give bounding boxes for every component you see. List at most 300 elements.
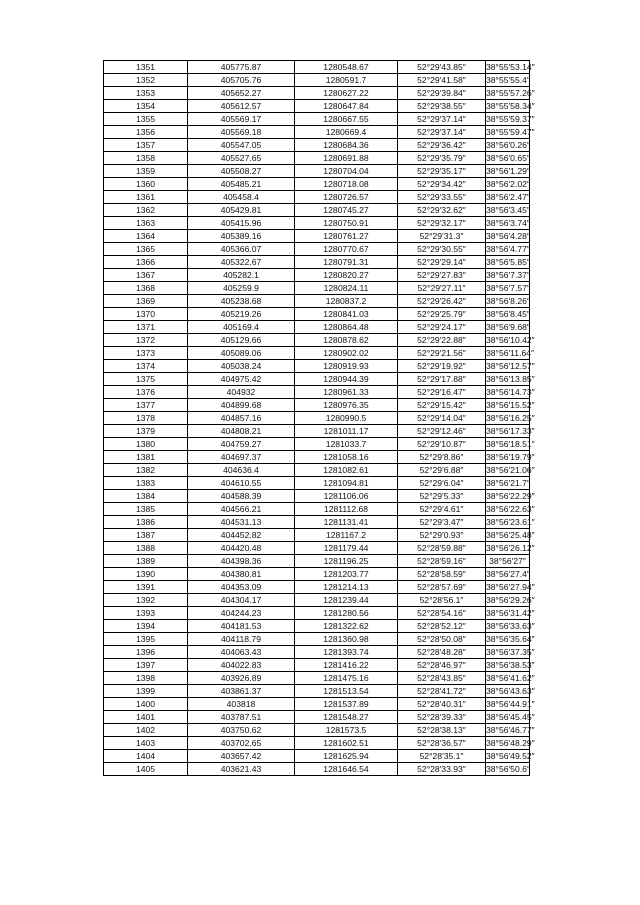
- x-coordinate-cell: 404380.81: [188, 568, 295, 581]
- longitude-cell: 38°56′4.77″: [486, 244, 530, 254]
- point-number-cell: 1352: [104, 74, 188, 87]
- point-number-cell: 1396: [104, 646, 188, 659]
- latitude-cell: 52°29′29.14″: [398, 256, 486, 269]
- y-coordinate-cell: 1280750.91: [295, 217, 398, 230]
- point-number-cell: 1360: [104, 178, 188, 191]
- longitude-cell: 38°56′10.42″: [486, 335, 535, 345]
- table-row: [104, 646, 530, 659]
- x-coordinate-cell: 405547.05: [188, 139, 295, 152]
- latitude-cell: 52°28′52.12″: [398, 620, 486, 633]
- table-row: [104, 100, 530, 113]
- y-coordinate-cell: 1280878.62: [295, 334, 398, 347]
- y-coordinate-cell: 1280837.2: [295, 295, 398, 308]
- x-coordinate-cell: 405508.27: [188, 165, 295, 178]
- longitude-cell: 38°56′44.91″: [486, 699, 535, 709]
- x-coordinate-cell: 405169.4: [188, 321, 295, 334]
- x-coordinate-cell: 404975.42: [188, 373, 295, 386]
- latitude-cell: 52°28′43.85″: [398, 672, 486, 685]
- latitude-cell: 52°29′14.04″: [398, 412, 486, 425]
- x-coordinate-cell: 405259.9: [188, 282, 295, 295]
- x-coordinate-cell: 405569.18: [188, 126, 295, 139]
- point-number-cell: 1387: [104, 529, 188, 542]
- latitude-cell: 52°29′5.33″: [398, 490, 486, 503]
- longitude-cell: 38°55′53.14″: [486, 62, 535, 72]
- table-row: [104, 750, 530, 763]
- x-coordinate-cell: 404808.21: [188, 425, 295, 438]
- latitude-cell: 52°29′27.83″: [398, 269, 486, 282]
- longitude-cell: 38°56′4.28″: [486, 231, 530, 241]
- x-coordinate-cell: 404353.09: [188, 581, 295, 594]
- longitude-cell: 38°56′22.63″: [486, 504, 535, 514]
- point-number-cell: 1356: [104, 126, 188, 139]
- longitude-cell: 38°56′27.94″: [486, 582, 535, 592]
- table-row: [104, 308, 530, 321]
- longitude-cell: 38°56′27″: [486, 555, 530, 568]
- x-coordinate-cell: 403657.42: [188, 750, 295, 763]
- longitude-cell: 38°55′59.37″: [486, 114, 535, 124]
- y-coordinate-cell: 1280841.03: [295, 308, 398, 321]
- longitude-cell: 38°56′29.26″: [486, 595, 535, 605]
- longitude-cell: 38°56′7.57″: [486, 283, 530, 293]
- y-coordinate-cell: 1280667.55: [295, 113, 398, 126]
- table-row: [104, 633, 530, 646]
- point-number-cell: 1371: [104, 321, 188, 334]
- table-row: [104, 724, 530, 737]
- longitude-cell: 38°56′8.45″: [486, 309, 530, 319]
- latitude-cell: 52°28′46.97″: [398, 659, 486, 672]
- longitude-cell: 38°56′23.61″: [486, 517, 535, 527]
- point-number-cell: 1389: [104, 555, 188, 568]
- longitude-cell: 38°56′37.35″: [486, 647, 535, 657]
- x-coordinate-cell: 403818: [188, 698, 295, 711]
- point-number-cell: 1398: [104, 672, 188, 685]
- longitude-cell: 38°56′1.29″: [486, 166, 530, 176]
- latitude-cell: 52°28′33.93″: [398, 763, 486, 776]
- x-coordinate-cell: 403861.37: [188, 685, 295, 698]
- latitude-cell: 52°29′38.55″: [398, 100, 486, 113]
- x-coordinate-cell: 404531.13: [188, 516, 295, 529]
- latitude-cell: 52°29′22.88″: [398, 334, 486, 347]
- x-coordinate-cell: 403750.62: [188, 724, 295, 737]
- latitude-cell: 52°29′16.47″: [398, 386, 486, 399]
- point-number-cell: 1394: [104, 620, 188, 633]
- y-coordinate-cell: 1281416.22: [295, 659, 398, 672]
- point-number-cell: 1354: [104, 100, 188, 113]
- y-coordinate-cell: 1281393.74: [295, 646, 398, 659]
- table-row: [104, 204, 530, 217]
- x-coordinate-cell: 404181.53: [188, 620, 295, 633]
- point-number-cell: 1358: [104, 152, 188, 165]
- longitude-cell: 38°56′38.53″: [486, 660, 535, 670]
- point-number-cell: 1385: [104, 503, 188, 516]
- longitude-cell: 38°56′9.68″: [486, 322, 530, 332]
- table-row: [104, 61, 530, 74]
- table-row: [104, 139, 530, 152]
- table-row: [104, 399, 530, 412]
- y-coordinate-cell: 1280548.67: [295, 61, 398, 74]
- y-coordinate-cell: 1281360.98: [295, 633, 398, 646]
- y-coordinate-cell: 1280647.84: [295, 100, 398, 113]
- point-number-cell: 1402: [104, 724, 188, 737]
- latitude-cell: 52°28′36.57″: [398, 737, 486, 750]
- y-coordinate-cell: 1281131.41: [295, 516, 398, 529]
- latitude-cell: 52°28′50.08″: [398, 633, 486, 646]
- latitude-cell: 52°29′35.79″: [398, 152, 486, 165]
- x-coordinate-cell: 405429.81: [188, 204, 295, 217]
- x-coordinate-cell: 405389.16: [188, 230, 295, 243]
- point-number-cell: 1397: [104, 659, 188, 672]
- x-coordinate-cell: 404398.36: [188, 555, 295, 568]
- point-number-cell: 1370: [104, 308, 188, 321]
- x-coordinate-cell: 404610.55: [188, 477, 295, 490]
- y-coordinate-cell: 1281196.25: [295, 555, 398, 568]
- table-row: [104, 594, 530, 607]
- point-number-cell: 1388: [104, 542, 188, 555]
- x-coordinate-cell: 405652.27: [188, 87, 295, 100]
- y-coordinate-cell: 1280684.36: [295, 139, 398, 152]
- table-row: [104, 659, 530, 672]
- latitude-cell: 52°28′58.59″: [398, 568, 486, 581]
- table-row: [104, 113, 530, 126]
- x-coordinate-cell: 404636.4: [188, 464, 295, 477]
- y-coordinate-cell: 1280627.22: [295, 87, 398, 100]
- x-coordinate-cell: 403621.43: [188, 763, 295, 776]
- x-coordinate-cell: 403926.89: [188, 672, 295, 685]
- longitude-cell: 38°55′57.26″: [486, 88, 535, 98]
- table-row: [104, 360, 530, 373]
- longitude-cell: 38°56′22.29″: [486, 491, 535, 501]
- point-number-cell: 1391: [104, 581, 188, 594]
- latitude-cell: 52°29′39.84″: [398, 87, 486, 100]
- y-coordinate-cell: 1280704.04: [295, 165, 398, 178]
- y-coordinate-cell: 1281239.44: [295, 594, 398, 607]
- latitude-cell: 52°29′8.86″: [398, 451, 486, 464]
- latitude-cell: 52°29′32.17″: [398, 217, 486, 230]
- y-coordinate-cell: 1281475.16: [295, 672, 398, 685]
- table-row: [104, 373, 530, 386]
- point-number-cell: 1400: [104, 698, 188, 711]
- x-coordinate-cell: 404452.82: [188, 529, 295, 542]
- y-coordinate-cell: 1280919.93: [295, 360, 398, 373]
- table-row: [104, 412, 530, 425]
- table-row: [104, 269, 530, 282]
- x-coordinate-cell: 405485.21: [188, 178, 295, 191]
- x-coordinate-cell: 405569.17: [188, 113, 295, 126]
- longitude-cell: 38°56′50.6″: [486, 764, 530, 774]
- point-number-cell: 1375: [104, 373, 188, 386]
- x-coordinate-cell: 404566.21: [188, 503, 295, 516]
- latitude-cell: 52°28′56.1″: [398, 594, 486, 607]
- longitude-cell: 38°56′21.06″: [486, 465, 535, 475]
- table-row: [104, 737, 530, 750]
- table-row: [104, 568, 530, 581]
- longitude-cell: 38°55′58.34″: [486, 101, 535, 111]
- latitude-cell: 52°29′3.47″: [398, 516, 486, 529]
- y-coordinate-cell: 1281625.94: [295, 750, 398, 763]
- latitude-cell: 52°28′57.69″: [398, 581, 486, 594]
- latitude-cell: 52°28′35.1″: [398, 750, 486, 763]
- table-row: [104, 282, 530, 295]
- y-coordinate-cell: 1281033.7: [295, 438, 398, 451]
- latitude-cell: 52°29′32.62″: [398, 204, 486, 217]
- point-number-cell: 1393: [104, 607, 188, 620]
- table-row: [104, 178, 530, 191]
- y-coordinate-cell: 1280990.5: [295, 412, 398, 425]
- point-number-cell: 1386: [104, 516, 188, 529]
- point-number-cell: 1366: [104, 256, 188, 269]
- latitude-cell: 52°29′25.79″: [398, 308, 486, 321]
- y-coordinate-cell: 1281513.54: [295, 685, 398, 698]
- x-coordinate-cell: 405089.06: [188, 347, 295, 360]
- longitude-cell: 38°56′41.62″: [486, 673, 535, 683]
- point-number-cell: 1372: [104, 334, 188, 347]
- y-coordinate-cell: 1281106.06: [295, 490, 398, 503]
- latitude-cell: 52°28′39.33″: [398, 711, 486, 724]
- x-coordinate-cell: 404899.68: [188, 399, 295, 412]
- y-coordinate-cell: 1280591.7: [295, 74, 398, 87]
- table-row: [104, 230, 530, 243]
- longitude-cell: 38°56′21.7″: [486, 478, 530, 488]
- y-coordinate-cell: 1280902.02: [295, 347, 398, 360]
- point-number-cell: 1405: [104, 763, 188, 776]
- x-coordinate-cell: 405322.67: [188, 256, 295, 269]
- table-row: [104, 334, 530, 347]
- latitude-cell: 52°29′6.04″: [398, 477, 486, 490]
- latitude-cell: 52°29′10.87″: [398, 438, 486, 451]
- point-number-cell: 1404: [104, 750, 188, 763]
- point-number-cell: 1368: [104, 282, 188, 295]
- table-row: [104, 165, 530, 178]
- y-coordinate-cell: 1280718.08: [295, 178, 398, 191]
- latitude-cell: 52°28′59.16″: [398, 555, 486, 568]
- x-coordinate-cell: 404932: [188, 386, 295, 399]
- table-row: [104, 451, 530, 464]
- point-number-cell: 1392: [104, 594, 188, 607]
- table-row: [104, 503, 530, 516]
- latitude-cell: 52°29′21.56″: [398, 347, 486, 360]
- table-row: [104, 555, 530, 568]
- latitude-cell: 52°28′59.88″: [398, 542, 486, 555]
- latitude-cell: 52°28′41.72″: [398, 685, 486, 698]
- table-row: [104, 87, 530, 100]
- y-coordinate-cell: 1280961.33: [295, 386, 398, 399]
- x-coordinate-cell: 405415.96: [188, 217, 295, 230]
- latitude-cell: 52°29′27.11″: [398, 282, 486, 295]
- longitude-cell: 38°55′59.47″: [486, 127, 535, 137]
- longitude-cell: 38°56′3.74″: [486, 218, 530, 228]
- latitude-cell: 52°28′48.28″: [398, 646, 486, 659]
- longitude-cell: 38°56′5.85″: [486, 257, 530, 267]
- x-coordinate-cell: 403702.65: [188, 737, 295, 750]
- x-coordinate-cell: 405129.66: [188, 334, 295, 347]
- point-number-cell: 1363: [104, 217, 188, 230]
- table-row: [104, 295, 530, 308]
- point-number-cell: 1384: [104, 490, 188, 503]
- table-row: [104, 542, 530, 555]
- y-coordinate-cell: 1281646.54: [295, 763, 398, 776]
- point-number-cell: 1381: [104, 451, 188, 464]
- y-coordinate-cell: 1280820.27: [295, 269, 398, 282]
- point-number-cell: 1377: [104, 399, 188, 412]
- longitude-cell: 38°56′48.29″: [486, 738, 535, 748]
- table-row: [104, 698, 530, 711]
- point-number-cell: 1359: [104, 165, 188, 178]
- point-number-cell: 1403: [104, 737, 188, 750]
- latitude-cell: 52°29′19.92″: [398, 360, 486, 373]
- point-number-cell: 1369: [104, 295, 188, 308]
- y-coordinate-cell: 1280770.67: [295, 243, 398, 256]
- x-coordinate-cell: 405705.76: [188, 74, 295, 87]
- longitude-cell: 38°56′35.64″: [486, 634, 535, 644]
- y-coordinate-cell: 1281602.51: [295, 737, 398, 750]
- longitude-cell: 38°56′11.64″: [486, 348, 535, 358]
- latitude-cell: 52°29′37.14″: [398, 113, 486, 126]
- longitude-cell: 38°56′0.26″: [486, 140, 530, 150]
- table-row: [104, 490, 530, 503]
- latitude-cell: 52°28′40.31″: [398, 698, 486, 711]
- point-number-cell: 1390: [104, 568, 188, 581]
- x-coordinate-cell: 404759.27: [188, 438, 295, 451]
- x-coordinate-cell: 404118.79: [188, 633, 295, 646]
- point-number-cell: 1362: [104, 204, 188, 217]
- x-coordinate-cell: 405612.57: [188, 100, 295, 113]
- y-coordinate-cell: 1281214.13: [295, 581, 398, 594]
- x-coordinate-cell: 404588.39: [188, 490, 295, 503]
- point-number-cell: 1379: [104, 425, 188, 438]
- table-row: [104, 763, 530, 776]
- longitude-cell: 38°56′12.57″: [486, 361, 535, 371]
- point-number-cell: 1395: [104, 633, 188, 646]
- longitude-cell: 38°56′45.45″: [486, 712, 535, 722]
- latitude-cell: 52°29′12.46″: [398, 425, 486, 438]
- x-coordinate-cell: 405366.07: [188, 243, 295, 256]
- table-row: [104, 529, 530, 542]
- table-row: [104, 685, 530, 698]
- y-coordinate-cell: 1280691.88: [295, 152, 398, 165]
- point-number-cell: 1401: [104, 711, 188, 724]
- point-number-cell: 1351: [104, 61, 188, 74]
- longitude-cell: 38°56′13.85″: [486, 374, 535, 384]
- y-coordinate-cell: 1280864.48: [295, 321, 398, 334]
- longitude-cell: 38°56′27.4″: [486, 569, 530, 579]
- table-row: [104, 425, 530, 438]
- x-coordinate-cell: 405038.24: [188, 360, 295, 373]
- point-number-cell: 1357: [104, 139, 188, 152]
- table-row: [104, 243, 530, 256]
- latitude-cell: 52°29′35.17″: [398, 165, 486, 178]
- y-coordinate-cell: 1280824.11: [295, 282, 398, 295]
- x-coordinate-cell: 403787.51: [188, 711, 295, 724]
- y-coordinate-cell: 1280669.4: [295, 126, 398, 139]
- latitude-cell: 52°29′17.88″: [398, 373, 486, 386]
- latitude-cell: 52°29′36.42″: [398, 139, 486, 152]
- table-row: [104, 477, 530, 490]
- latitude-cell: 52°29′0.93″: [398, 529, 486, 542]
- table-row: [104, 347, 530, 360]
- longitude-cell: 38°56′19.79″: [486, 452, 535, 462]
- latitude-cell: 52°29′4.61″: [398, 503, 486, 516]
- table-row: [104, 386, 530, 399]
- y-coordinate-cell: 1281094.81: [295, 477, 398, 490]
- latitude-cell: 52°29′34.42″: [398, 178, 486, 191]
- point-number-cell: 1353: [104, 87, 188, 100]
- table-row: [104, 711, 530, 724]
- y-coordinate-cell: 1280944.39: [295, 373, 398, 386]
- point-number-cell: 1399: [104, 685, 188, 698]
- latitude-cell: 52°29′31.3″: [398, 230, 486, 243]
- table-row: [104, 152, 530, 165]
- x-coordinate-cell: 404304.17: [188, 594, 295, 607]
- y-coordinate-cell: 1281280.56: [295, 607, 398, 620]
- y-coordinate-cell: 1281548.27: [295, 711, 398, 724]
- longitude-cell: 38°56′17.33″: [486, 426, 535, 436]
- longitude-cell: 38°56′18.51″: [486, 439, 535, 449]
- longitude-cell: 38°56′2.02″: [486, 179, 530, 189]
- table-row: [104, 620, 530, 633]
- longitude-cell: 38°56′15.52″: [486, 400, 535, 410]
- longitude-cell: 38°56′33.63″: [486, 621, 535, 631]
- x-coordinate-cell: 405219.26: [188, 308, 295, 321]
- y-coordinate-cell: 1281082.61: [295, 464, 398, 477]
- point-number-cell: 1382: [104, 464, 188, 477]
- table-row: [104, 321, 530, 334]
- y-coordinate-cell: 1280761.27: [295, 230, 398, 243]
- table-row: [104, 672, 530, 685]
- table-row: [104, 516, 530, 529]
- latitude-cell: 52°28′38.13″: [398, 724, 486, 737]
- latitude-cell: 52°29′24.17″: [398, 321, 486, 334]
- longitude-cell: 38°56′16.25″: [486, 413, 535, 423]
- point-number-cell: 1376: [104, 386, 188, 399]
- y-coordinate-cell: 1281179.44: [295, 542, 398, 555]
- y-coordinate-cell: 1280791.31: [295, 256, 398, 269]
- longitude-cell: 38°56′49.52″: [486, 751, 535, 761]
- longitude-cell: 38°56′14.73″: [486, 387, 535, 397]
- latitude-cell: 52°29′37.14″: [398, 126, 486, 139]
- x-coordinate-cell: 405282.1: [188, 269, 295, 282]
- point-number-cell: 1378: [104, 412, 188, 425]
- point-number-cell: 1364: [104, 230, 188, 243]
- longitude-cell: 38°56′7.37″: [486, 270, 530, 280]
- table-row: [104, 438, 530, 451]
- x-coordinate-cell: 404420.48: [188, 542, 295, 555]
- latitude-cell: 52°29′30.55″: [398, 243, 486, 256]
- longitude-cell: 38°56′2.47″: [486, 192, 530, 202]
- x-coordinate-cell: 404857.16: [188, 412, 295, 425]
- y-coordinate-cell: 1281537.89: [295, 698, 398, 711]
- longitude-cell: 38°56′8.26″: [486, 296, 530, 306]
- y-coordinate-cell: 1281167.2: [295, 529, 398, 542]
- table-row: [104, 256, 530, 269]
- y-coordinate-cell: 1280976.35: [295, 399, 398, 412]
- point-number-cell: 1383: [104, 477, 188, 490]
- table-row: [104, 607, 530, 620]
- table-row: [104, 191, 530, 204]
- point-number-cell: 1367: [104, 269, 188, 282]
- y-coordinate-cell: 1281573.5: [295, 724, 398, 737]
- x-coordinate-cell: 405527.65: [188, 152, 295, 165]
- y-coordinate-cell: 1280745.27: [295, 204, 398, 217]
- latitude-cell: 52°29′26.42″: [398, 295, 486, 308]
- latitude-cell: 52°29′33.55″: [398, 191, 486, 204]
- y-coordinate-cell: 1281322.62: [295, 620, 398, 633]
- latitude-cell: 52°29′43.85″: [398, 61, 486, 74]
- table-row: [104, 464, 530, 477]
- y-coordinate-cell: 1281112.68: [295, 503, 398, 516]
- x-coordinate-cell: 405238.68: [188, 295, 295, 308]
- table-row: [104, 74, 530, 87]
- point-number-cell: 1355: [104, 113, 188, 126]
